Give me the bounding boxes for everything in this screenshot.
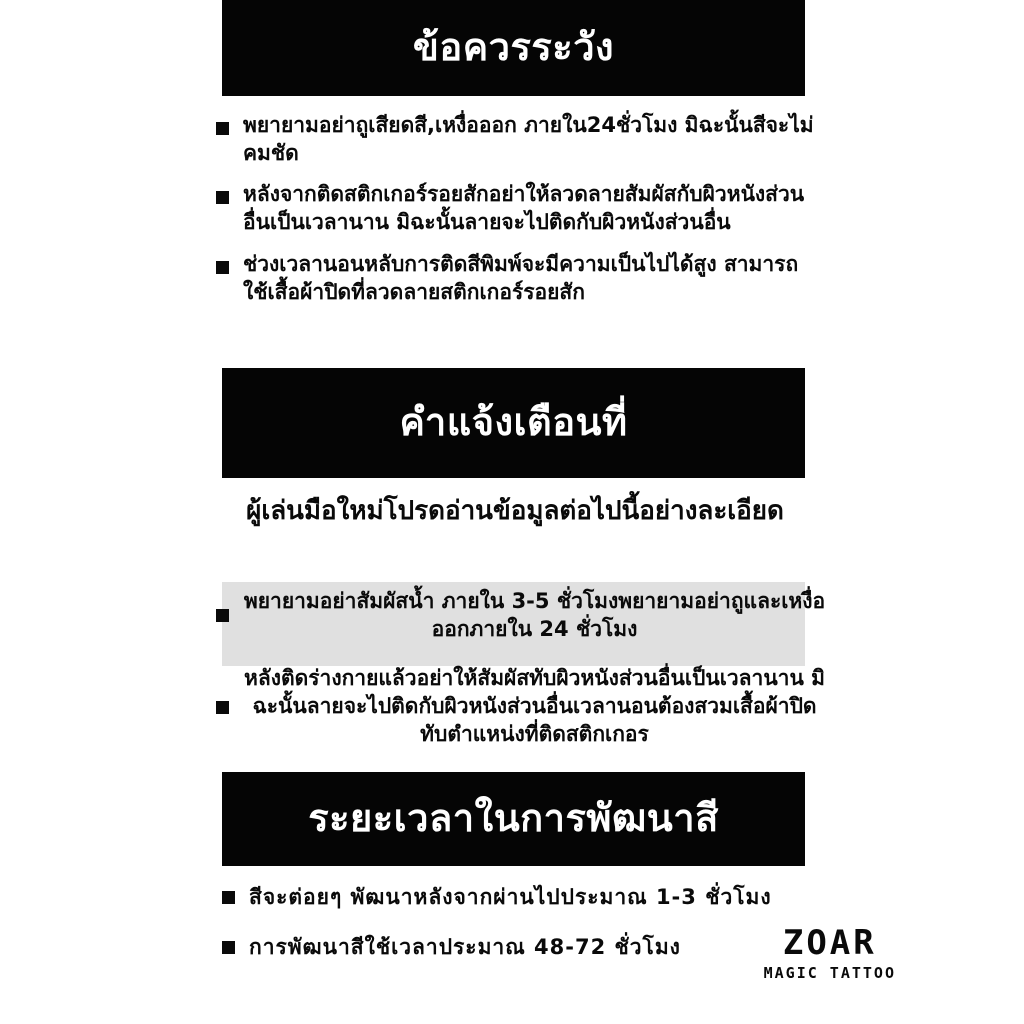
brand-name: ZOAR <box>782 923 877 964</box>
brand-subtitle: MAGIC TATTOO <box>763 964 896 982</box>
list-item <box>216 112 816 167</box>
precautions-list <box>216 112 816 320</box>
list-item <box>216 665 826 748</box>
list-item-text: สีจะต่อยๆ พัฒนาหลังจากผ่านไปประมาณ 1-3 ชั่วโมง <box>249 885 772 909</box>
square-bullet-icon <box>216 609 229 622</box>
section-heading-development-time <box>222 772 805 866</box>
section-heading-warnings-text: คำแจ้งเตือนที่ <box>399 400 628 445</box>
warnings-subheading: ผู้เล่นมือใหม่โปรดอ่านข้อมูลต่อไปนี้อย่างละเอียด <box>246 496 784 526</box>
square-bullet-icon <box>216 261 229 274</box>
list-item <box>222 884 822 912</box>
section-heading-precautions <box>222 0 805 96</box>
section-heading-development-time-text: ระยะเวลาในการพัฒนาสี <box>308 796 719 841</box>
brand-logo <box>763 923 896 982</box>
list-item-text: การพัฒนาสีใช้เวลาประมาณ 48-72 ชั่วโมง <box>249 934 681 959</box>
list-item <box>216 251 816 306</box>
list-item-text: พยายามอย่าสัมผัสน้ำ ภายใน 3-5 ชั่วโมงพยายามอย่าถูและเหงื่อออกภายใน 24 ชั่วโมง <box>243 589 826 641</box>
list-item-text: หลังติดร่างกายแล้วอย่าให้สัมผัสทับผิวหนังส่วนอื่นเป็นเวลานาน มิฉะนั้นลายจะไปติดกับผิวหนังส่วนอื่นเวลานอนต้องสวมเสื้อผ้าปิดทับตำแหน่งที่ติดสติกเกอร <box>244 666 825 746</box>
square-bullet-icon <box>216 191 229 204</box>
square-bullet-icon <box>216 701 229 714</box>
section-heading-precautions-text: ข้อควรระวัง <box>412 25 615 70</box>
list-item-text: พยายามอย่าถูเสียดสี,เหงื่อออก ภายใน24ชั่วโมง มิฉะนั้นสีจะไม่คมชัด <box>243 113 814 165</box>
list-item <box>222 934 822 962</box>
square-bullet-icon <box>222 941 235 954</box>
list-item-text: ช่วงเวลานอนหลับการติดสีพิมพ์จะมีความเป็นไปได้สูง สามารถใช้เสื้อผ้าปิดที่ลวดลายสติกเกอร์รอยสัก <box>243 251 799 304</box>
list-item <box>216 588 826 643</box>
section-heading-warnings <box>222 368 805 478</box>
warnings-list <box>216 588 826 771</box>
list-item <box>216 181 816 236</box>
development-time-list <box>222 884 822 983</box>
list-item-text: หลังจากติดสติกเกอร์รอยสักอย่าให้ลวดลายสัมผัสกับผิวหนังส่วนอื่นเป็นเวลานาน มิฉะนั้นลายจะไปติดกับผิวหนังส่วนอื่น <box>243 182 805 235</box>
square-bullet-icon <box>222 891 235 904</box>
square-bullet-icon <box>216 122 229 135</box>
